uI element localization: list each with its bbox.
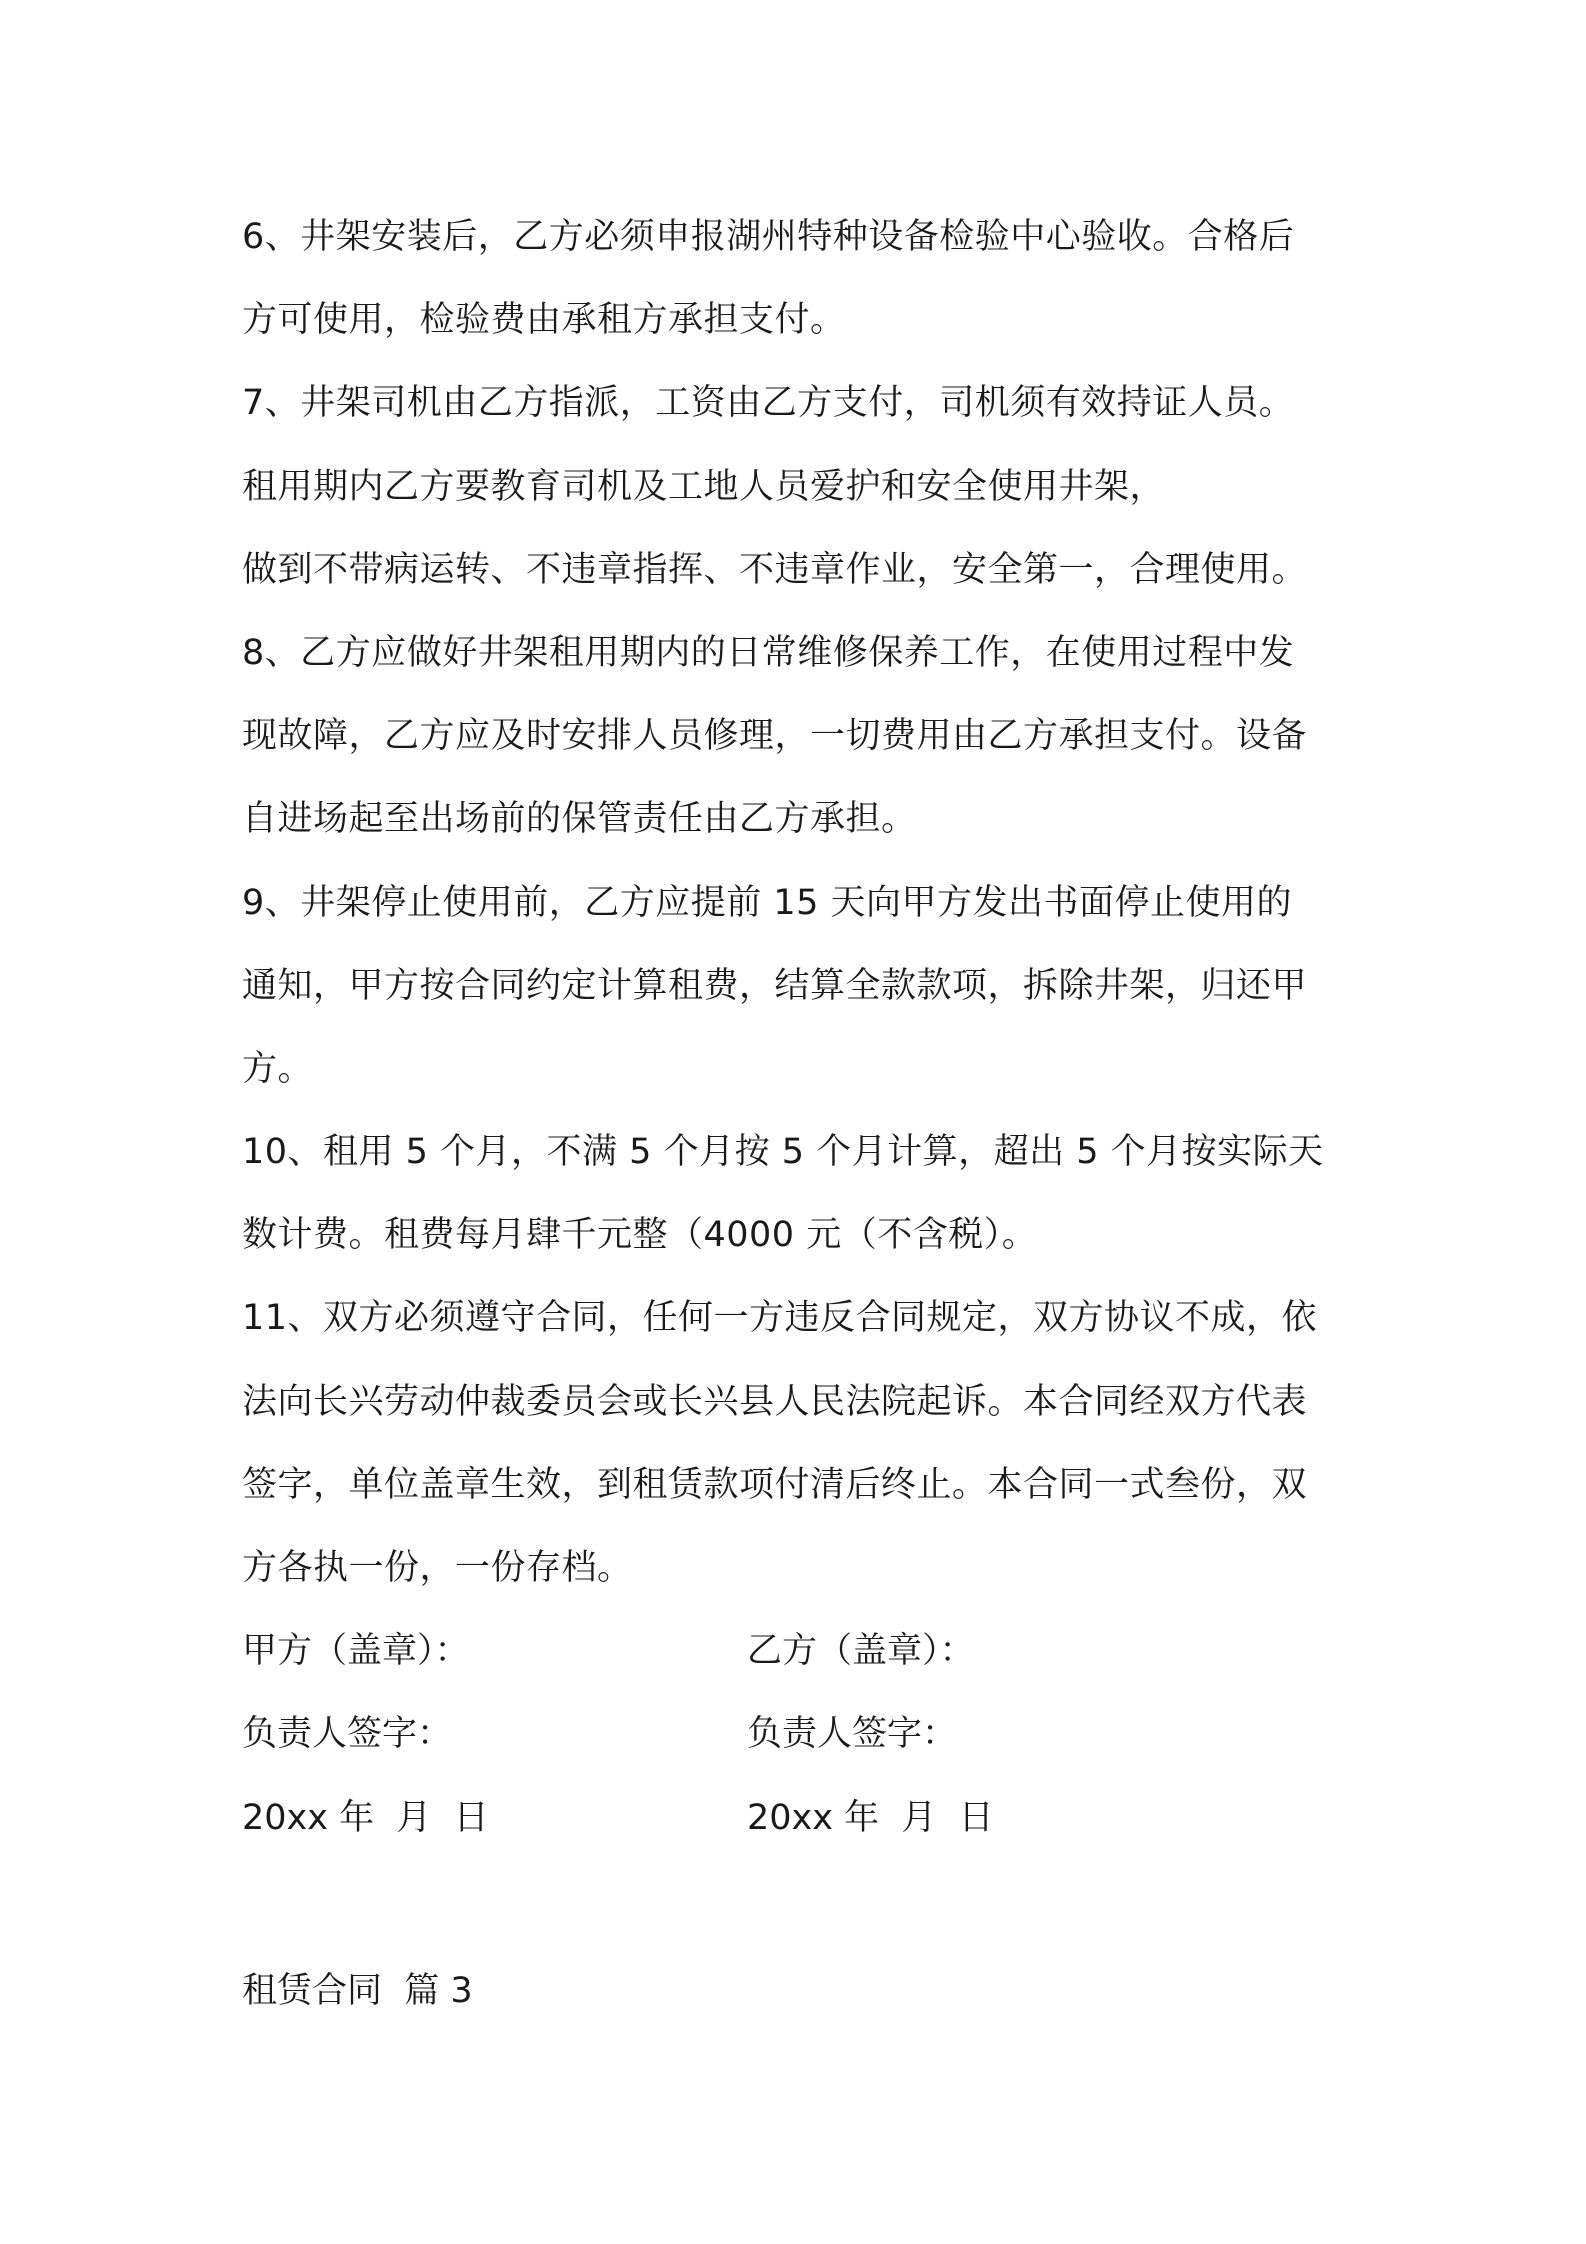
party-b-date: 20xx 年 月 日 — [747, 1797, 994, 1838]
clause-line: 方可使用，检验费由承租方承担支付。 — [242, 300, 846, 341]
clause-line: 自进场起至出场前的保管责任由乙方承担。 — [242, 799, 917, 840]
signer-row — [242, 1693, 1362, 1776]
clause-line: 11、双方必须遵守合同，任何一方违反合同规定，双方协议不成，依 — [242, 1298, 1318, 1339]
clause-9 — [242, 862, 1362, 1112]
clause-line: 7、井架司机由乙方指派，工资由乙方支付，司机须有效持证人员。 — [242, 383, 1295, 424]
clause-line: 9、井架停止使用前，乙方应提前 15 天向甲方发出书面停止使用的 — [242, 882, 1293, 923]
party-a-signer-label: 负责人签字： — [242, 1714, 453, 1755]
clause-line: 10、租用 5 个月，不满 5 个月按 5 个月计算，超出 5 个月按实际天 — [242, 1132, 1324, 1173]
party-b-seal-label: 乙方（盖章）： — [747, 1631, 975, 1672]
party-a-date: 20xx 年 月 日 — [242, 1797, 489, 1838]
clause-line: 签字，单位盖章生效，到租赁款项付清后终止。本合同一式叁份，双 — [242, 1464, 1308, 1505]
date-row — [242, 1777, 1362, 1860]
clause-7 — [242, 362, 1362, 612]
clause-line: 通知，甲方按合同约定计算租费，结算全款款项，拆除井架，归还甲 — [242, 965, 1308, 1006]
clause-line: 方各执一份，一份存档。 — [242, 1548, 633, 1588]
clause-line: 租用期内乙方要教育司机及工地人员爱护和安全使用井架， — [242, 466, 1166, 507]
clause-10 — [242, 1111, 1362, 1277]
clause-6 — [242, 196, 1362, 362]
clause-line: 方。 — [242, 1048, 314, 1089]
contract-body — [242, 196, 1362, 1860]
party-b-signer-label: 负责人签字： — [747, 1714, 958, 1755]
clause-line: 数计费。租费每月肆千元整（4000 元（不含税）。 — [242, 1215, 1038, 1256]
next-section-title: 租赁合同 篇 3 — [242, 1971, 473, 2011]
party-a-seal-label: 甲方（盖章）： — [242, 1631, 470, 1672]
clause-8 — [242, 612, 1362, 862]
seal-row — [242, 1610, 1362, 1693]
signature-block — [242, 1610, 1362, 1860]
clause-line: 做到不带病运转、不违章指挥、不违章作业，安全第一，合理使用。 — [242, 549, 1308, 590]
clause-line: 8、乙方应做好井架租用期内的日常维修保养工作，在使用过程中发 — [242, 632, 1295, 673]
clause-line: 法向长兴劳动仲裁委员会或长兴县人民法院起诉。本合同经双方代表 — [242, 1381, 1308, 1422]
clause-line: 现故障，乙方应及时安排人员修理，一切费用由乙方承担支付。设备 — [242, 716, 1308, 757]
clause-line: 6、井架安装后，乙方必须申报湖州特种设备检验中心验收。合格后 — [242, 217, 1295, 257]
clause-11 — [242, 1277, 1362, 1610]
